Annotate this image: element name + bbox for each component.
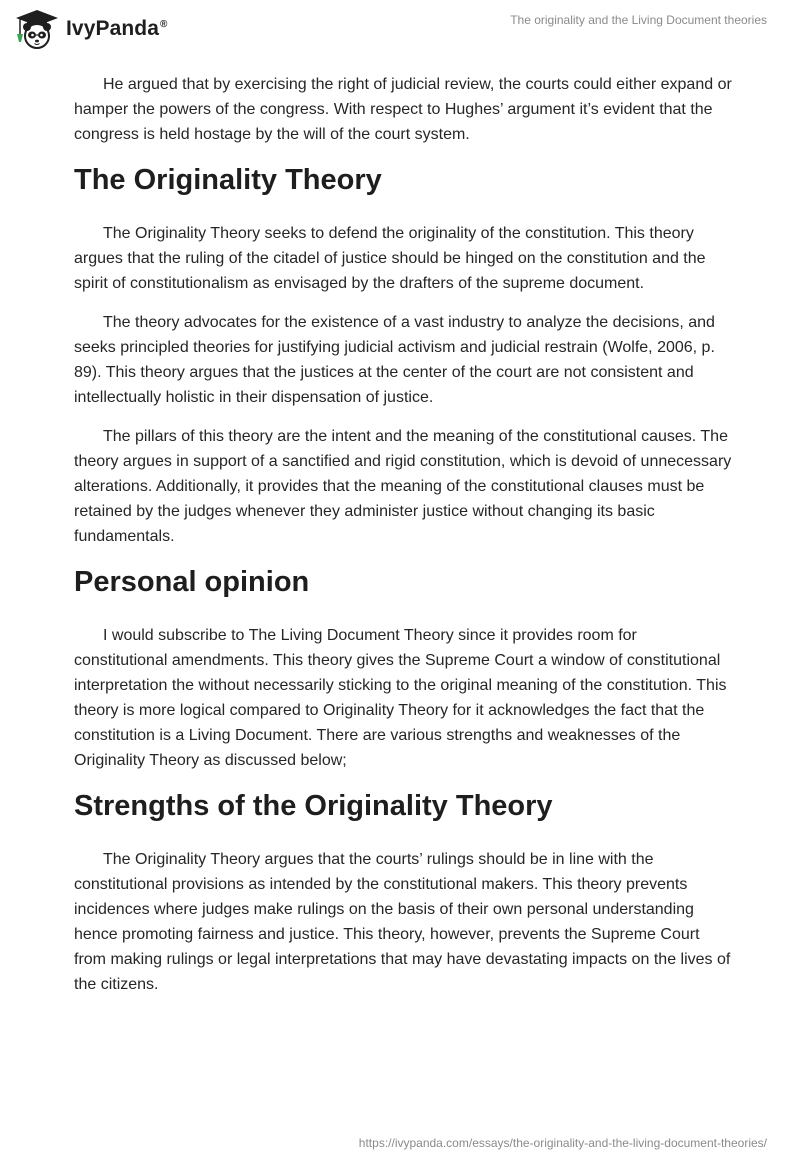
paragraph: The Originality Theory seeks to defend the originality of the constitution. This theory argues that the ruling of the citadel of justice should be hinged on the constitution and the spirit of constitutionalism as envisaged by the drafters of the supreme document. [74, 225, 706, 292]
section-heading-personal-opinion: Personal opinion [74, 566, 310, 598]
panda-graduate-icon [14, 8, 60, 50]
paragraph: The theory advocates for the existence of a vast industry to analyze the decisions, and seeks principled theories for justifying judicial activism and judicial restrain (Wolfe, 2006, p. 89). This theory argues that the justices at the center of the court are not consistent and intellectually holistic in their dispensation of justice. [74, 314, 715, 406]
section-heading-strengths: Strengths of the Originality Theory [74, 790, 553, 822]
registered-mark: ® [160, 19, 168, 30]
brand-logo[interactable] [14, 8, 167, 50]
page-header [0, 0, 800, 60]
source-url[interactable]: https://ivypanda.com/essays/the-originality-and-the-living-document-theories/ [358, 1136, 767, 1150]
paragraph: The Originality Theory argues that the courts’ rulings should be in line with the constitutional provisions as intended by the constitutional makers. This theory prevents incidences where judges make rulings on the basis of their own personal understanding hence promoting fairness and justice. This theory, however, prevents the Supreme Court from making rulings or legal interpretations that may have devastating impacts on the lives of the citizens. [74, 851, 731, 993]
brand-name-text: IvyPanda [66, 17, 160, 40]
essay-content [74, 72, 734, 1011]
document-title: The originality and the Living Document theories [510, 13, 767, 27]
section-heading-originality-theory: The Originality Theory [74, 164, 382, 196]
intro-paragraph: He argued that by exercising the right of judicial review, the courts could either expand or hamper the powers of the congress. With respect to Hughes’ argument it’s evident that the congress is held hostage by the will of the court system. [74, 76, 732, 143]
paragraph: I would subscribe to The Living Document Theory since it provides room for constitutional amendments. This theory gives the Supreme Court a window of constitutional interpretation the without necessarily sticking to the original meaning of the constitution. This theory is more logical compared to Originality Theory for it acknowledges the fact that the constitution is a Living Document. There are various strengths and weaknesses of the Originality Theory as discussed below; [74, 627, 727, 769]
paragraph: The pillars of this theory are the intent and the meaning of the constitutional causes. The theory argues in support of a sanctified and rigid constitution, which is devoid of unnecessary alterations. Additionally, it provides that the meaning of the constitutional clauses must be retained by the judges whenever they administer justice without changing its basic fundamentals. [74, 428, 732, 545]
brand-name [66, 17, 167, 41]
